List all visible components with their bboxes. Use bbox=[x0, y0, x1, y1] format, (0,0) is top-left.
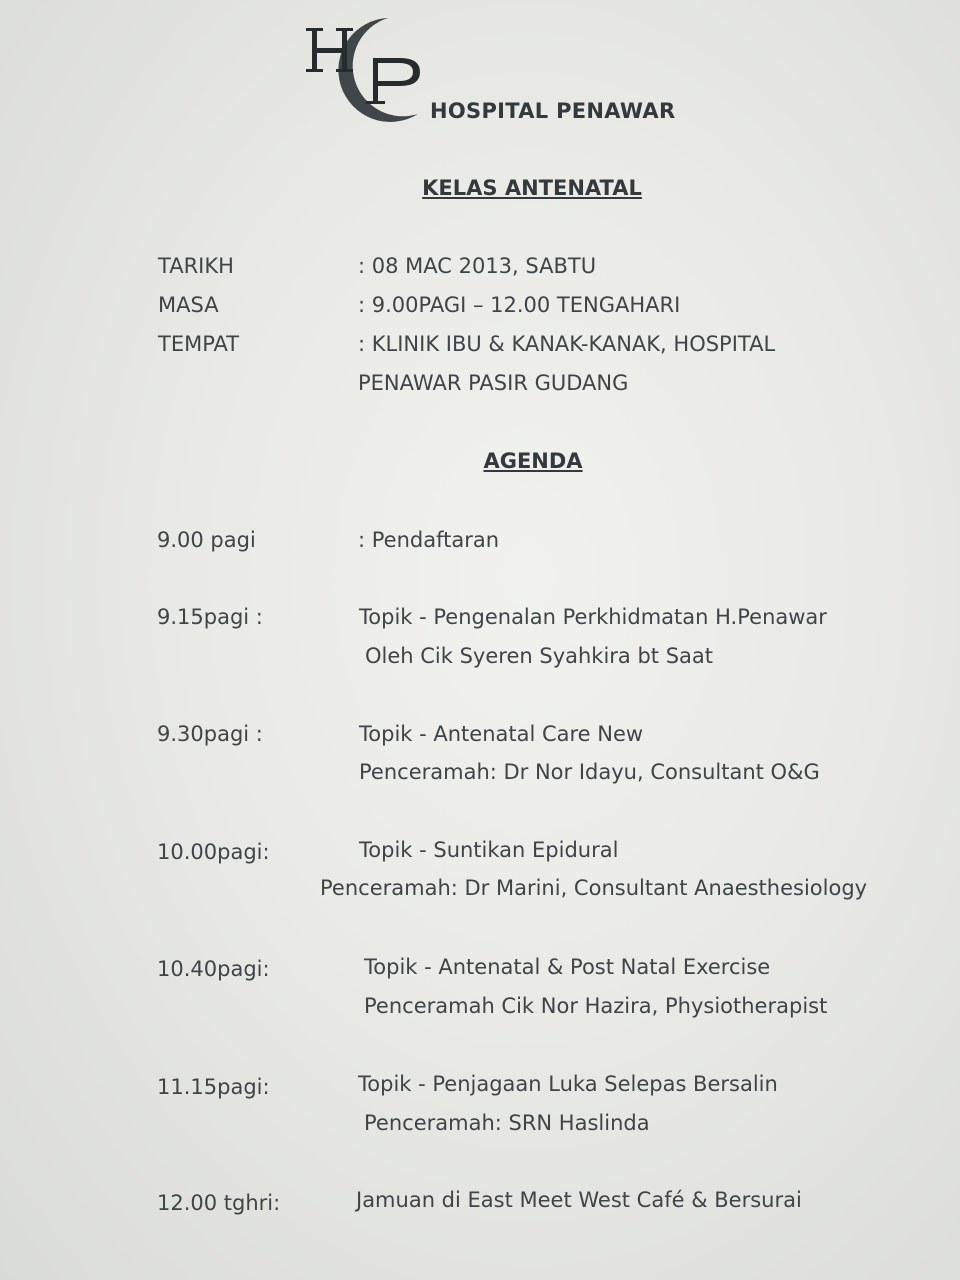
agenda-time: 9.30pagi : bbox=[157, 722, 263, 746]
agenda-speaker: Penceramah: SRN Haslinda bbox=[364, 1111, 650, 1135]
document-title: KELAS ANTENATAL bbox=[422, 176, 642, 200]
agenda-time: 9.00 pagi bbox=[157, 528, 256, 552]
agenda-speaker: Penceramah Cik Nor Hazira, Physiotherapist bbox=[364, 994, 828, 1018]
hospital-name: HOSPITAL PENAWAR bbox=[430, 99, 676, 123]
place-value-line1: : KLINIK IBU & KANAK-KANAK, HOSPITAL bbox=[358, 332, 776, 356]
agenda-topic: Jamuan di East Meet West Café & Bersurai bbox=[356, 1188, 802, 1212]
agenda-topic: Topik - Antenatal & Post Natal Exercise bbox=[364, 955, 771, 979]
agenda-heading: AGENDA bbox=[483, 449, 583, 473]
agenda-time: 10.40pagi: bbox=[157, 957, 270, 981]
time-label: MASA bbox=[158, 293, 219, 317]
agenda-topic: Topik - Suntikan Epidural bbox=[359, 838, 619, 862]
agenda-topic: : Pendaftaran bbox=[358, 528, 500, 552]
agenda-speaker: Penceramah: Dr Marini, Consultant Anaesthesiology bbox=[320, 876, 868, 900]
date-value: : 08 MAC 2013, SABTU bbox=[358, 254, 597, 278]
agenda-topic: Topik - Penjagaan Luka Selepas Bersalin bbox=[358, 1072, 778, 1096]
agenda-time: 12.00 tghri: bbox=[157, 1191, 281, 1215]
place-value-line2: PENAWAR PASIR GUDANG bbox=[358, 371, 629, 395]
agenda-topic: Topik - Pengenalan Perkhidmatan H.Penawar bbox=[359, 605, 827, 629]
hospital-logo bbox=[300, 14, 430, 124]
agenda-time: 10.00pagi: bbox=[157, 840, 270, 864]
time-value: : 9.00PAGI – 12.00 TENGAHARI bbox=[358, 293, 681, 317]
agenda-topic: Topik - Antenatal Care New bbox=[359, 722, 644, 746]
place-label: TEMPAT bbox=[158, 332, 240, 356]
agenda-time: 9.15pagi : bbox=[157, 605, 263, 629]
agenda-speaker: Oleh Cik Syeren Syahkira bt Saat bbox=[365, 644, 714, 668]
date-label: TARIKH bbox=[158, 254, 234, 278]
agenda-time: 11.15pagi: bbox=[157, 1075, 270, 1099]
agenda-speaker: Penceramah: Dr Nor Idayu, Consultant O&G bbox=[359, 760, 820, 784]
